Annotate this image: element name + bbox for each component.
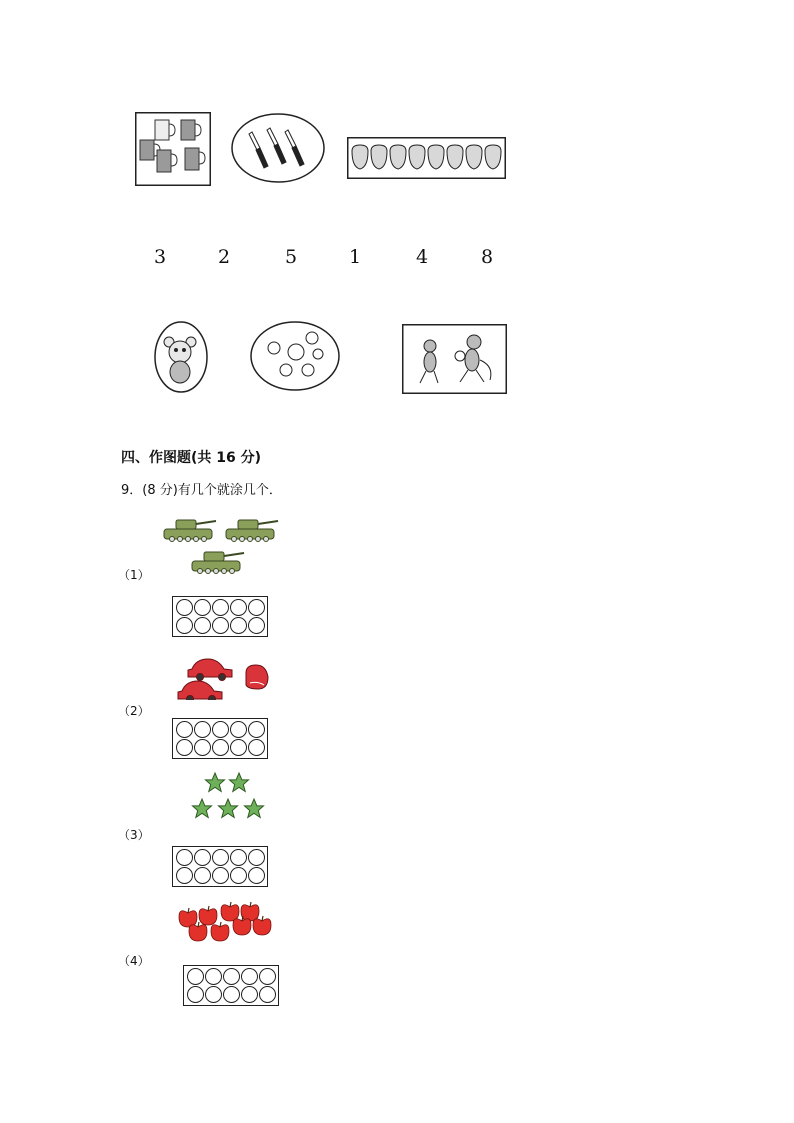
star-icon — [219, 799, 238, 818]
tank-icon — [164, 520, 216, 542]
coloring-circle[interactable] — [194, 849, 211, 866]
coloring-circle[interactable] — [248, 599, 265, 616]
cups-picture — [135, 112, 211, 186]
section-heading: 四、作图题(共 16 分) — [121, 450, 262, 466]
apple-icon — [241, 902, 259, 921]
coloring-circle[interactable] — [194, 739, 211, 756]
apple-icon — [189, 922, 207, 941]
coloring-circle[interactable] — [187, 986, 204, 1003]
coloring-circle[interactable] — [176, 617, 193, 634]
coloring-circle[interactable] — [176, 867, 193, 884]
car-icon — [178, 681, 222, 700]
coloring-circle[interactable] — [194, 721, 211, 738]
number-item: 3 — [154, 246, 167, 268]
coloring-circle[interactable] — [248, 617, 265, 634]
coloring-circle[interactable] — [230, 867, 247, 884]
apple-icon — [199, 906, 217, 925]
star-icon — [206, 773, 225, 792]
coloring-circle[interactable] — [230, 721, 247, 738]
apples-picture — [347, 137, 506, 179]
coloring-circle[interactable] — [248, 721, 265, 738]
coloring-circle[interactable] — [176, 599, 193, 616]
number-item: 5 — [285, 246, 298, 268]
coloring-circle[interactable] — [212, 849, 229, 866]
coloring-circle[interactable] — [248, 739, 265, 756]
coloring-circle[interactable] — [241, 968, 258, 985]
tanks-picture — [160, 515, 285, 580]
coloring-circle[interactable] — [241, 986, 258, 1003]
coloring-circle[interactable] — [205, 986, 222, 1003]
coloring-circle[interactable] — [230, 739, 247, 756]
coloring-circle[interactable] — [223, 986, 240, 1003]
coloring-circle[interactable] — [205, 968, 222, 985]
coloring-circle[interactable] — [212, 739, 229, 756]
car-icon — [246, 665, 268, 689]
coloring-circle[interactable] — [248, 849, 265, 866]
circle-grid[interactable] — [172, 846, 268, 887]
number-item: 2 — [218, 246, 231, 268]
star-icon — [245, 799, 264, 818]
part-label: （3） — [118, 828, 150, 842]
coloring-circle[interactable] — [176, 739, 193, 756]
number-item: 1 — [349, 246, 362, 268]
circle-grid[interactable] — [183, 965, 279, 1006]
coloring-circle[interactable] — [212, 599, 229, 616]
red-apples-picture — [176, 900, 276, 945]
apple-icon — [221, 902, 239, 921]
number-item: 4 — [416, 246, 429, 268]
coloring-circle[interactable] — [259, 986, 276, 1003]
circle-grid[interactable] — [172, 718, 268, 759]
apple-icon — [233, 916, 251, 935]
coloring-circle[interactable] — [230, 599, 247, 616]
tank-icon — [192, 552, 244, 574]
coloring-circle[interactable] — [176, 849, 193, 866]
star-icon — [193, 799, 212, 818]
coloring-circle[interactable] — [248, 867, 265, 884]
coloring-circle[interactable] — [194, 867, 211, 884]
coloring-circle[interactable] — [194, 599, 211, 616]
part-label: （4） — [118, 954, 150, 968]
car-icon — [188, 659, 232, 681]
knives-picture — [230, 112, 326, 184]
coloring-circle[interactable] — [187, 968, 204, 985]
apple-icon — [211, 922, 229, 941]
coloring-circle[interactable] — [194, 617, 211, 634]
star-icon — [230, 773, 249, 792]
coloring-circle[interactable] — [259, 968, 276, 985]
monkeys-picture — [402, 324, 507, 394]
coloring-circle[interactable] — [212, 867, 229, 884]
coloring-circle[interactable] — [176, 721, 193, 738]
coloring-circle[interactable] — [223, 968, 240, 985]
apple-icon — [253, 916, 271, 935]
number-item: 8 — [481, 246, 494, 268]
apple-icon — [179, 908, 197, 927]
cars-picture — [176, 655, 276, 700]
coloring-circle[interactable] — [230, 617, 247, 634]
coloring-circle[interactable] — [212, 617, 229, 634]
coloring-circle[interactable] — [230, 849, 247, 866]
stars-picture — [190, 770, 270, 825]
coloring-circle[interactable] — [212, 721, 229, 738]
question-text: 9．(8 分)有几个就涂几个． — [121, 483, 282, 498]
part-label: （1） — [118, 568, 150, 582]
tank-icon — [226, 520, 278, 542]
bear-picture — [153, 320, 209, 394]
part-label: （2） — [118, 704, 150, 718]
chicks-picture — [250, 320, 340, 392]
circle-grid[interactable] — [172, 596, 268, 637]
